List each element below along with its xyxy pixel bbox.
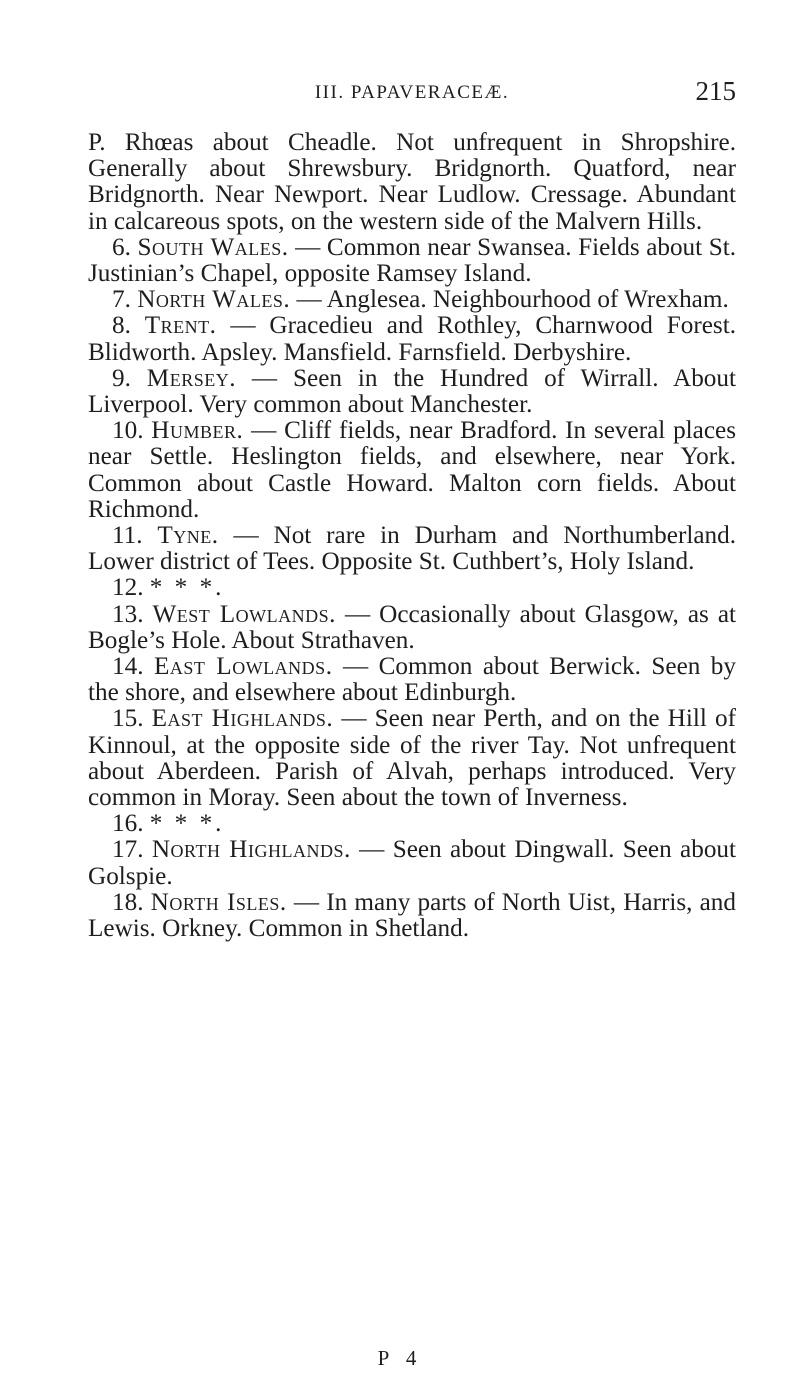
paragraph-south-wales: [88, 235, 736, 287]
province-number: 15.: [112, 705, 152, 733]
dash: —: [350, 836, 393, 864]
province-name: North Isles.: [150, 888, 287, 916]
paragraph-text: Common about Berwick. Seen by the shore, and elsewhere about Edinburgh.: [88, 653, 736, 707]
province-number: 14.: [112, 653, 154, 681]
paragraph-province-16: [88, 811, 736, 837]
province-name: West Lowlands.: [152, 600, 336, 628]
province-name: East Highlands.: [151, 705, 334, 733]
dash: —: [333, 705, 375, 733]
paragraph-west-lowlands: [88, 602, 736, 654]
dash: —: [236, 364, 293, 392]
dash: —: [216, 312, 270, 340]
paragraph-text: Cliff fields, near Bradford. In several places near Settle. Heslington fields, and elsewhere, near York. Common about Castle Howard. Malton corn fields. About Richmond.: [88, 417, 736, 523]
province-number: 10.: [112, 417, 152, 445]
paragraph-text: Seen near Perth, and on the Hill of Kinnoul, at the opposite side of the river Tay. Not unfrequent about Aberdeen. Parish of Alvah, perhaps introduced. Very common in Moray. Seen about the town of Inverness.: [88, 705, 737, 812]
paragraph-mersey: [88, 366, 736, 418]
province-number: 6.: [112, 233, 138, 261]
dash: —: [243, 417, 285, 445]
dash: —: [290, 286, 327, 314]
province-name: East Lowlands.: [153, 653, 333, 681]
paragraph-east-lowlands: [88, 654, 736, 706]
province-number: 7.: [112, 286, 138, 314]
paragraph-east-highlands: [88, 706, 736, 811]
province-name: North Wales.: [137, 286, 291, 314]
page-number: 215: [695, 76, 736, 106]
province-number: 8.: [112, 312, 145, 340]
province-number: 13.: [112, 600, 153, 628]
province-number: 17.: [112, 836, 152, 864]
signature-mark: P 4: [377, 1346, 423, 1370]
dash: —: [332, 653, 379, 681]
asterisks: * * *.: [149, 810, 225, 838]
paragraph-north-wales: [88, 287, 736, 313]
province-name: Mersey.: [146, 364, 236, 392]
province-number: 12.: [112, 574, 150, 602]
paragraph-text: Not rare in Durham and Northumberland. Lower district of Tees. Opposite St. Cuthbert’s, Holy Island.: [88, 522, 736, 576]
paragraph-north-highlands: [88, 837, 736, 889]
province-number: 9.: [112, 364, 147, 392]
paragraph-trent: [88, 313, 736, 365]
paragraph-text: Common near Swansea. Fields about St. Justinian’s Chapel, opposite Ramsey Island.: [88, 233, 736, 288]
province-number: 16.: [112, 810, 150, 838]
paragraph-text: P. Rhœas about Cheadle. Not unfrequent in Shropshire. Generally about Shrewsbury. Bridgnorth. Quatford, near Bridgnorth. Near Newport. Near Ludlow. Cressage. Abundant in calcareous spots, on the western side of the Malvern Hills.: [88, 129, 736, 235]
body-text: [88, 130, 736, 942]
paragraph-humber: [88, 418, 736, 523]
paragraph-text: Anglesea. Neighbourhood of Wrexham.: [326, 286, 729, 314]
province-number: 18.: [112, 888, 151, 916]
running-head: [88, 76, 736, 116]
province-name: Tyne.: [157, 522, 219, 550]
paragraph-text: Seen in the Hundred of Wirrall. About Liverpool. Very common about Manchester.: [88, 364, 736, 419]
province-number: 11.: [112, 522, 158, 550]
province-name: North Highlands.: [151, 836, 351, 864]
dash: —: [288, 233, 327, 261]
paragraph-tyne: [88, 523, 736, 575]
paragraph-text: Seen about Dingwall. Seen about Golspie.: [88, 836, 737, 890]
dash: —: [286, 888, 327, 916]
dash: —: [218, 522, 274, 550]
paragraph-text: Occasionally about Glasgow, as at Bogle’s Hole. About Strathaven.: [88, 600, 737, 654]
paragraph-north-isles: [88, 890, 736, 942]
dash: —: [335, 600, 380, 628]
province-name: South Wales.: [137, 233, 289, 261]
paragraph-province-12: [88, 575, 736, 601]
province-name: Humber.: [151, 417, 244, 445]
paragraph-text: In many parts of North Uist, Harris, and Lewis. Orkney. Common in Shetland.: [88, 888, 736, 943]
paragraph-text: Gracedieu and Rothley, Charnwood Forest. Blidworth. Apsley. Mansfield. Farnsfield. Derbyshire.: [88, 312, 737, 366]
running-title: III. PAPAVERACEÆ.: [314, 82, 510, 103]
paragraph-rhoeas: [88, 130, 736, 235]
asterisks: * * *.: [149, 574, 225, 602]
province-name: Trent.: [144, 312, 217, 340]
